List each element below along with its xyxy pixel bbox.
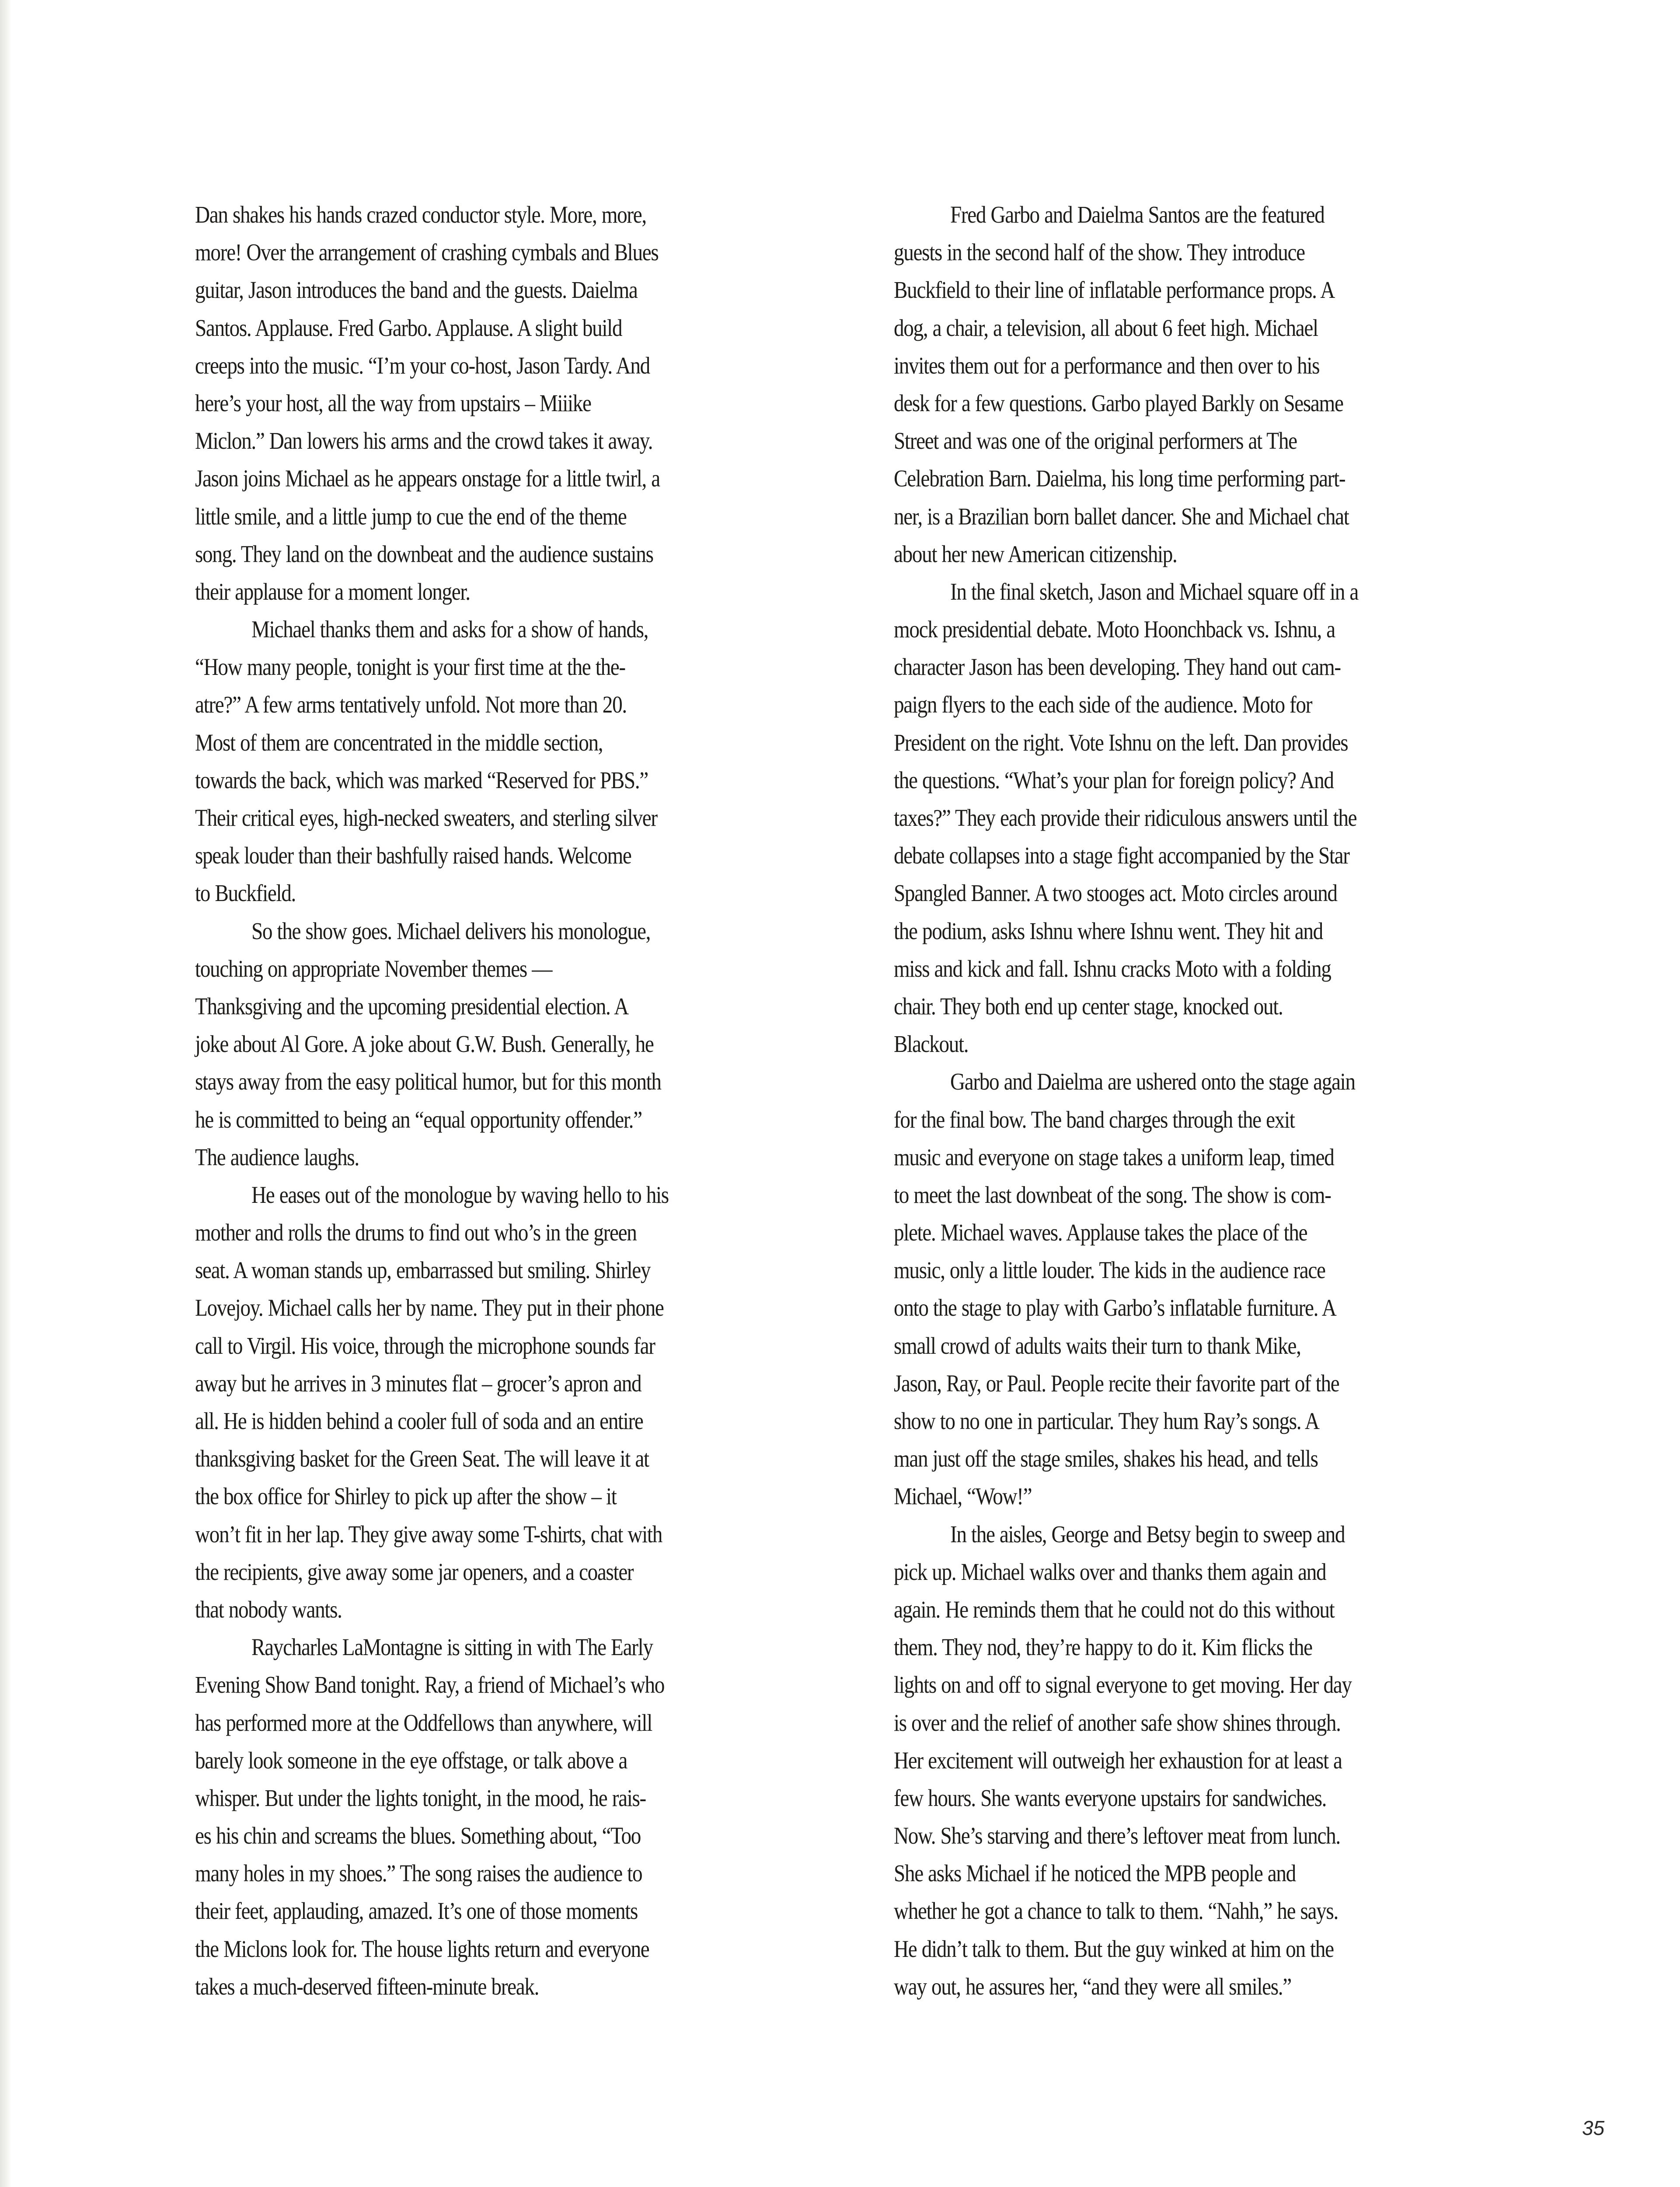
text-line: thanksgiving basket for the Green Seat. The will leave it at bbox=[195, 1445, 649, 1472]
text-line: mother and rolls the drums to find out who’s in the green bbox=[195, 1219, 637, 1246]
text-line: has performed more at the Oddfellows than anywhere, will bbox=[195, 1709, 652, 1736]
paragraph bbox=[894, 1063, 1523, 1515]
text-line: speak louder than their bashfully raised hands. Welcome bbox=[195, 842, 631, 869]
text-line: Now. She’s starving and there’s leftover meat from lunch. bbox=[894, 1822, 1340, 1849]
text-line: Celebration Barn. Daielma, his long time performing part- bbox=[894, 465, 1345, 492]
text-line: Dan shakes his hands crazed conductor style. More, more, bbox=[195, 201, 646, 228]
text-line: the Miclons look for. The house lights return and everyone bbox=[195, 1935, 649, 1962]
text-line: taxes?” They each provide their ridiculous answers until the bbox=[894, 804, 1357, 831]
text-line: lights on and off to signal everyone to get moving. Her day bbox=[894, 1671, 1352, 1698]
text-line: miss and kick and fall. Ishnu cracks Moto with a folding bbox=[894, 955, 1331, 982]
text-line: is over and the relief of another safe show shines through. bbox=[894, 1709, 1341, 1736]
text-line: that nobody wants. bbox=[195, 1596, 342, 1623]
text-line: pick up. Michael walks over and thanks them again and bbox=[894, 1558, 1326, 1585]
text-line: Lovejoy. Michael calls her by name. They put in their phone bbox=[195, 1294, 664, 1321]
text-line: ner, is a Brazilian born ballet dancer. She and Michael chat bbox=[894, 503, 1349, 530]
text-line: music, only a little louder. The kids in the audience race bbox=[894, 1257, 1325, 1284]
text-line: guitar, Jason introduces the band and the guests. Daielma bbox=[195, 276, 638, 304]
text-line: the podium, asks Ishnu where Ishnu went. They hit and bbox=[894, 917, 1323, 944]
text-line: Garbo and Daielma are ushered onto the stage again bbox=[950, 1068, 1355, 1095]
text-line: He didn’t talk to them. But the guy winked at him on the bbox=[894, 1935, 1334, 1962]
text-line: chair. They both end up center stage, knocked out. bbox=[894, 992, 1283, 1020]
text-line: She asks Michael if he noticed the MPB people and bbox=[894, 1860, 1296, 1887]
text-line: he is committed to being an “equal opportunity offender.” bbox=[195, 1106, 642, 1133]
paragraph bbox=[894, 196, 1523, 573]
right-text-column bbox=[894, 196, 1523, 2005]
text-line: character Jason has been developing. They hand out cam- bbox=[894, 653, 1341, 681]
text-line: Michael thanks them and asks for a show of hands, bbox=[251, 616, 648, 643]
text-line: the questions. “What’s your plan for foreign policy? And bbox=[894, 766, 1334, 793]
paragraph bbox=[195, 611, 825, 912]
page-number: 35 bbox=[1582, 2117, 1605, 2139]
text-line: “How many people, tonight is your first time at the the- bbox=[195, 653, 625, 681]
text-line: way out, he assures her, “and they were all smiles.” bbox=[894, 1973, 1291, 2000]
text-line: call to Virgil. His voice, through the microphone sounds far bbox=[195, 1332, 655, 1359]
text-line: desk for a few questions. Garbo played Barkly on Sesame bbox=[894, 389, 1343, 416]
text-line: Evening Show Band tonight. Ray, a friend of Michael’s who bbox=[195, 1671, 665, 1698]
text-line: So the show goes. Michael delivers his monologue, bbox=[251, 917, 651, 944]
text-line: all. He is hidden behind a cooler full of soda and an entire bbox=[195, 1408, 643, 1434]
text-line: music and everyone on stage takes a uniform leap, timed bbox=[894, 1143, 1334, 1170]
text-line: stays away from the easy political humor, but for this month bbox=[195, 1068, 661, 1095]
text-line: The audience laughs. bbox=[195, 1143, 359, 1170]
text-line: onto the stage to play with Garbo’s inflatable furniture. A bbox=[894, 1294, 1336, 1321]
text-line: Spangled Banner. A two stooges act. Moto circles around bbox=[894, 880, 1337, 907]
text-line: whether he got a chance to talk to them. “Nahh,” he says. bbox=[894, 1897, 1338, 1925]
text-line: atre?” A few arms tentatively unfold. Not more than 20. bbox=[195, 691, 627, 718]
text-line: dog, a chair, a television, all about 6 feet high. Michael bbox=[894, 314, 1318, 341]
paragraph bbox=[894, 573, 1523, 1063]
text-line: again. He reminds them that he could not do this without bbox=[894, 1596, 1335, 1623]
text-line: Their critical eyes, high-necked sweaters, and sterling silver bbox=[195, 804, 657, 831]
page-binding-edge bbox=[0, 0, 11, 2187]
text-line: towards the back, which was marked “Reserved for PBS.” bbox=[195, 766, 648, 793]
text-line: es his chin and screams the blues. Something about, “Too bbox=[195, 1822, 641, 1849]
text-line: paign flyers to the each side of the audience. Moto for bbox=[894, 691, 1312, 718]
text-line: Miclon.” Dan lowers his arms and the crowd takes it away. bbox=[195, 427, 653, 454]
text-line: joke about Al Gore. A joke about G.W. Bush. Generally, he bbox=[195, 1031, 654, 1058]
text-line: the box office for Shirley to pick up after the show – it bbox=[195, 1483, 617, 1510]
left-text-column bbox=[195, 196, 825, 2005]
paragraph bbox=[894, 1516, 1523, 2005]
text-line: Santos. Applause. Fred Garbo. Applause. A slight build bbox=[195, 314, 622, 341]
text-line: plete. Michael waves. Applause takes the place of the bbox=[894, 1219, 1307, 1246]
text-line: In the final sketch, Jason and Michael square off in a bbox=[950, 578, 1358, 605]
text-line: In the aisles, George and Betsy begin to sweep and bbox=[950, 1520, 1345, 1548]
text-line: debate collapses into a stage fight accompanied by the Star bbox=[894, 842, 1349, 869]
text-line: little smile, and a little jump to cue the end of the theme bbox=[195, 503, 627, 530]
paragraph bbox=[195, 196, 825, 611]
text-line: Michael, “Wow!” bbox=[894, 1483, 1032, 1510]
text-line: creeps into the music. “I’m your co-host, Jason Tardy. And bbox=[195, 352, 650, 379]
text-line: Jason joins Michael as he appears onstage for a little twirl, a bbox=[195, 465, 660, 492]
text-line: show to no one in particular. They hum Ray’s songs. A bbox=[894, 1408, 1319, 1434]
text-line: touching on appropriate November themes — bbox=[195, 955, 552, 982]
text-line: away but he arrives in 3 minutes flat – grocer’s apron and bbox=[195, 1369, 641, 1397]
paragraph bbox=[195, 912, 825, 1176]
text-line: here’s your host, all the way from upstairs – Miiike bbox=[195, 389, 591, 416]
text-line: seat. A woman stands up, embarrassed but smiling. Shirley bbox=[195, 1257, 651, 1284]
text-line: takes a much-deserved fifteen-minute break. bbox=[195, 1973, 539, 2000]
text-line: their applause for a moment longer. bbox=[195, 578, 470, 605]
text-line: Street and was one of the original performers at The bbox=[894, 427, 1297, 454]
paragraph bbox=[195, 1628, 825, 2005]
text-line: song. They land on the downbeat and the audience sustains bbox=[195, 540, 653, 567]
text-line: them. They nod, they’re happy to do it. Kim flicks the bbox=[894, 1634, 1312, 1661]
text-line: barely look someone in the eye offstage, or talk above a bbox=[195, 1747, 627, 1774]
text-line: their feet, applauding, amazed. It’s one of those moments bbox=[195, 1897, 638, 1925]
text-line: the recipients, give away some jar openers, and a coaster bbox=[195, 1558, 634, 1585]
text-line: invites them out for a performance and then over to his bbox=[894, 352, 1320, 379]
text-line: for the final bow. The band charges through the exit bbox=[894, 1106, 1295, 1133]
text-line: Most of them are concentrated in the middle section, bbox=[195, 729, 603, 756]
text-line: about her new American citizenship. bbox=[894, 540, 1177, 567]
text-line: whisper. But under the lights tonight, in the mood, he rais- bbox=[195, 1784, 646, 1811]
text-line: to meet the last downbeat of the song. The show is com- bbox=[894, 1181, 1331, 1208]
text-line: Jason, Ray, or Paul. People recite their favorite part of the bbox=[894, 1369, 1339, 1397]
text-line: more! Over the arrangement of crashing cymbals and Blues bbox=[195, 239, 659, 266]
text-line: Thanksgiving and the upcoming presidential election. A bbox=[195, 992, 628, 1020]
text-line: few hours. She wants everyone upstairs for sandwiches. bbox=[894, 1784, 1327, 1811]
text-line: won’t fit in her lap. They give away some T-shirts, chat with bbox=[195, 1520, 662, 1548]
text-line: guests in the second half of the show. They introduce bbox=[894, 239, 1305, 266]
text-line: man just off the stage smiles, shakes his head, and tells bbox=[894, 1445, 1318, 1472]
text-line: small crowd of adults waits their turn to thank Mike, bbox=[894, 1332, 1301, 1359]
text-line: many holes in my shoes.” The song raises the audience to bbox=[195, 1860, 642, 1887]
text-line: mock presidential debate. Moto Hoonchback vs. Ishnu, a bbox=[894, 616, 1335, 643]
text-line: President on the right. Vote Ishnu on the left. Dan provides bbox=[894, 729, 1348, 756]
text-line: Her excitement will outweigh her exhaustion for at least a bbox=[894, 1747, 1342, 1774]
text-line: to Buckfield. bbox=[195, 880, 296, 907]
text-line: Blackout. bbox=[894, 1031, 969, 1058]
text-line: Buckfield to their line of inflatable performance props. A bbox=[894, 276, 1335, 304]
text-line: He eases out of the monologue by waving hello to his bbox=[251, 1181, 669, 1208]
paragraph bbox=[195, 1176, 825, 1628]
text-line: Fred Garbo and Daielma Santos are the featured bbox=[950, 201, 1324, 228]
text-line: Raycharles LaMontagne is sitting in with The Early bbox=[251, 1634, 653, 1661]
